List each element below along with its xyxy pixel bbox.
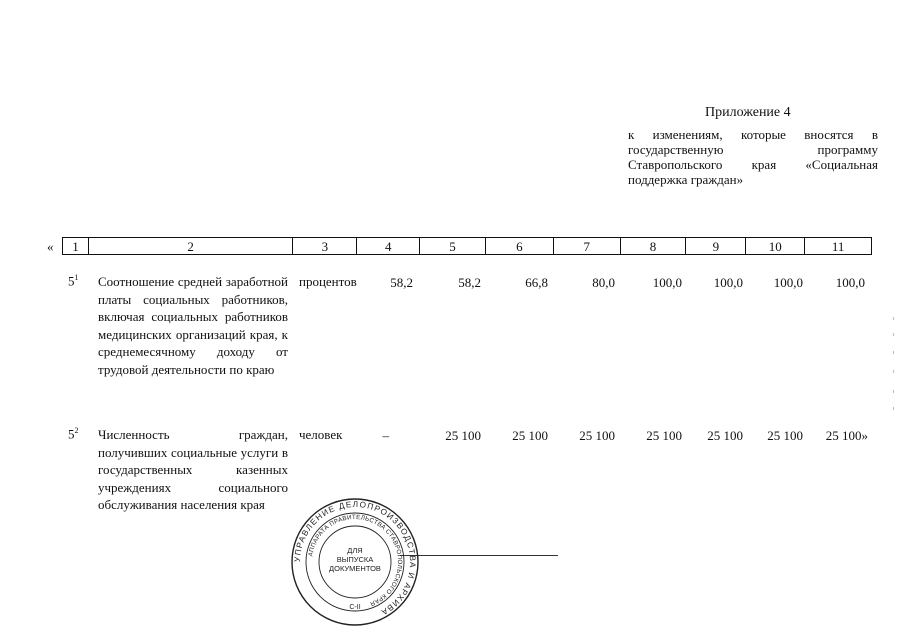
seal-inner-text: АППАРАТА ПРАВИТЕЛЬСТВА СТАВРОПОЛЬСКОГО КРАЯ	[307, 513, 404, 608]
table-open-quote: «	[47, 239, 54, 254]
scan-artifacts	[892, 315, 896, 415]
row-value-col8: 25 100	[646, 428, 682, 443]
row-indicator-name: Соотношение средней заработной платы социальных работников, включая социальных работников медицинских организаций края, к среднемесячному доходу от трудовой деятельности по краю	[98, 274, 288, 377]
row-indicator-name: Численность граждан, получивших социальные услуги в государственных казенных учреждениях социального обслуживания населения края	[98, 427, 288, 512]
header-cell-3: 3	[293, 238, 357, 254]
row-value-col9: 25 100	[707, 428, 743, 443]
row-value-col11: 25 100»	[825, 428, 868, 443]
row-value-col7: 80,0	[592, 275, 615, 290]
seal-outer-text: УПРАВЛЕНИЕ ДЕЛОПРОИЗВОДСТВА И АРХИВА	[292, 499, 418, 618]
row-number: $5^2$	[68, 426, 79, 442]
appendix-title: Приложение 4	[705, 105, 791, 120]
row-value-col7: 25 100	[579, 428, 615, 443]
official-seal	[290, 497, 420, 627]
header-cell-10: 10	[746, 238, 805, 254]
seal-center-line1: ДЛЯ	[347, 546, 363, 555]
header-cell-4: 4	[357, 238, 420, 254]
table-header-row	[62, 237, 872, 255]
header-cell-1: 1	[63, 238, 89, 254]
row-unit: человек	[299, 427, 343, 442]
header-cell-7: 7	[554, 238, 621, 254]
row-value-col5: 25 100	[445, 428, 481, 443]
row-value-col8: 100,0	[652, 275, 682, 290]
signature-line	[400, 555, 558, 556]
row-value-col11: 100,0	[835, 275, 865, 290]
seal-center-line3: ДОКУМЕНТОВ	[329, 564, 381, 573]
header-cell-8: 8	[621, 238, 687, 254]
row-value-col6: 25 100	[512, 428, 548, 443]
appendix-description: к изменениям, которые вносятся в государственную программу Ставропольского края «Социальная поддержка граждан»	[628, 127, 878, 187]
row-number: $5^1$	[68, 273, 79, 289]
row-value-col6: 66,8	[525, 275, 548, 290]
row-unit: процентов	[299, 274, 357, 289]
row-value-col10: 25 100	[767, 428, 803, 443]
seal-center-line2: ВЫПУСКА	[336, 555, 374, 564]
header-cell-9: 9	[686, 238, 746, 254]
row-value-col4: 58,2	[390, 275, 413, 290]
seal-code: С-II	[349, 604, 361, 611]
row-value-col10: 100,0	[773, 275, 803, 290]
header-cell-6: 6	[486, 238, 554, 254]
header-cell-5: 5	[420, 238, 486, 254]
row-value-col5: 58,2	[458, 275, 481, 290]
row-value-col9: 100,0	[713, 275, 743, 290]
header-cell-2: 2	[89, 238, 293, 254]
header-cell-11: 11	[831, 239, 845, 254]
row-value-col4: –	[382, 428, 389, 443]
